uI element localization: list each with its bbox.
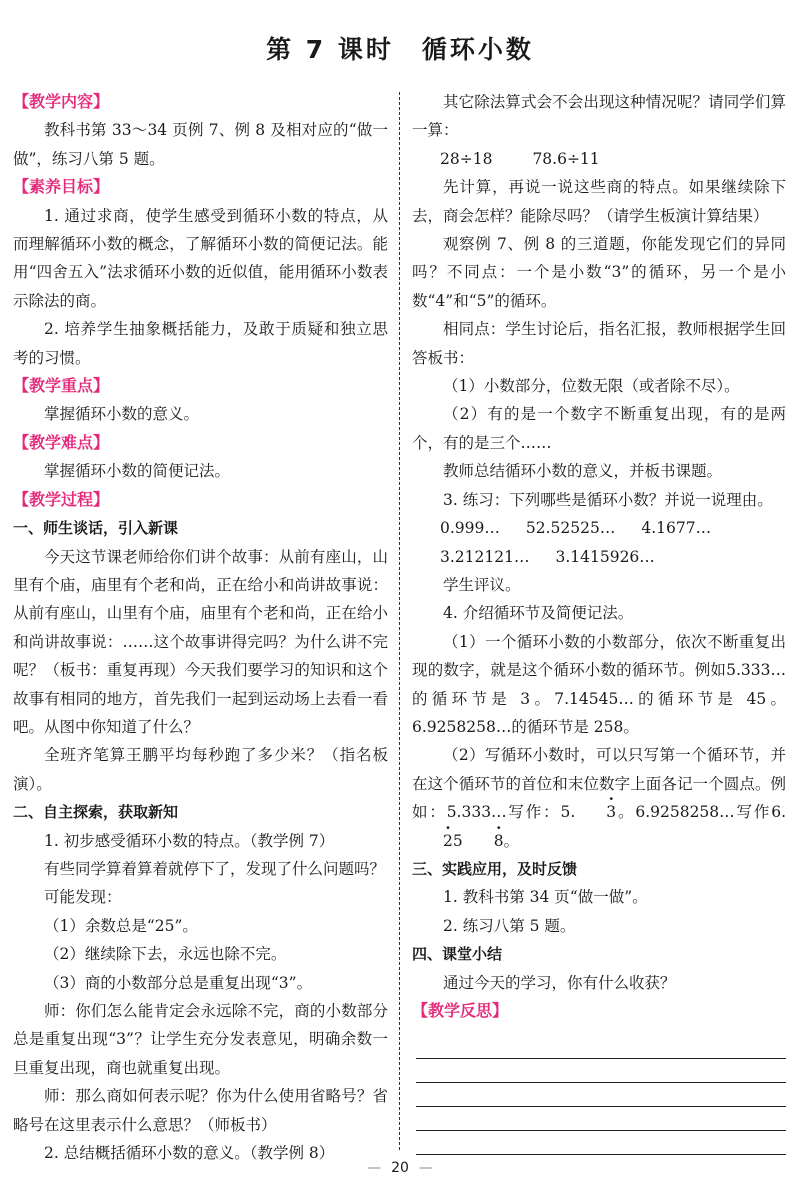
section-2-p4: （1）余数总是“25”。: [44, 916, 198, 935]
heading-key-point: 【教学重点】: [13, 376, 110, 396]
heading-difficulty: 【教学难点】: [13, 432, 110, 452]
right-p10: 4. 介绍循环节及简便记法。: [443, 604, 634, 623]
repeating-digit-2: · 2: [412, 827, 453, 855]
calc-a: 28÷18: [440, 149, 493, 168]
section-1-task: 全班齐笔算王鹏平均每秒跑了多少米？（指名板演）。: [13, 746, 388, 793]
section-2-p1: 1. 初步感受循环小数的特点。（教学例 7）: [44, 831, 335, 850]
reflection-line[interactable]: [416, 1131, 786, 1155]
section-4-title: 四、课堂小结: [412, 945, 503, 964]
repeating-digit-8: · 8: [463, 827, 504, 855]
right-p8: 3. 练习：下列哪些是循环小数？并说一说理由。: [443, 490, 773, 509]
goal-1: 1. 通过求商，使学生感受到循环小数的特点，从而理解循环小数的概念，了解循环小数的简便记法。能用“四舍五入”法求循环小数的近似值，能用循环小数表示除法的商。: [13, 206, 388, 310]
section-1-story: 今天这节课老师给你们讲个故事：从前有座山，山里有个庙，庙里有个老和尚，正在给小和尚讲故事说：从前有座山，山里有个庙，庙里有个老和尚，正在给小和尚讲故事说：……这个故事讲得完吗？为什么讲不完呢？（板书：重复再现）今天我们要学习的知识和这个故事有相同的地方，首先我们一起到运动场上去看一看吧。从图中你知道了什么？: [13, 547, 388, 736]
right-p12-end: 。: [503, 831, 520, 850]
right-p9: 学生评议。: [443, 575, 521, 594]
footer-dash-right: —: [418, 1160, 433, 1176]
section-2-p7: 师：你们怎么能肯定会永远除不完，商的小数部分总是重复出现“3”？让学生充分发表意见，明确余数一旦重复出现，商也就重复出现。: [13, 1002, 388, 1077]
right-p11: （1）一个循环小数的小数部分，依次不断重复出现的数字，就是这个循环小数的循环节。例如5.333…的循环节是 3。7.14545…的循环节是 45。6.9258258…的循环节是 258。: [412, 632, 786, 736]
right-p6: （2）有的是一个数字不断重复出现，有的是两个，有的是三个……: [412, 405, 786, 452]
repeating-digit-3: · 3: [575, 798, 616, 826]
right-p12-b: 。6.9258258…写作: [616, 803, 772, 822]
section-2-title: 二、自主探索，获取新知: [13, 803, 179, 822]
right-p12-c2: 5: [452, 831, 463, 850]
section-3-p1: 1. 教科书第 34 页“做一做”。: [443, 888, 648, 907]
right-p1: 其它除法算式会不会出现这种情况呢？请同学们算一算：: [412, 93, 786, 140]
right-column: [412, 88, 786, 1155]
section-1-title: 一、师生谈话，引入新课: [13, 519, 179, 538]
right-p4: 相同点：学生讨论后，指名汇报，教师根据学生回答板书：: [412, 320, 786, 367]
page-title: 第 7 课时 循环小数: [266, 35, 534, 64]
calc-b: 78.6÷11: [532, 149, 600, 168]
reflection-line[interactable]: [416, 1035, 786, 1059]
right-p5: （1）小数部分，位数无限（或者除不尽）。: [443, 377, 740, 396]
reflection-lines: [412, 1035, 786, 1155]
goal-2: 2. 培养学生抽象概括能力，及敢于质疑和独立思考的习惯。: [13, 320, 388, 367]
section-2-p8: 师：那么商如何表示呢？你为什么使用省略号？省略号在这里表示什么意思？（师板书）: [13, 1087, 388, 1134]
right-p2: 先计算，再说一说这些商的特点。如果继续除下去，商会怎样？能除尽吗？（请学生板演计算结果）: [412, 178, 786, 225]
section-2-p2: 有些同学算着算着就停下了，发现了什么问题吗？: [44, 859, 386, 878]
heading-process: 【教学过程】: [13, 489, 110, 509]
decimal-list-row-1: [412, 514, 786, 542]
right-p3: 观察例 7、例 8 的三道题，你能发现它们的异同吗？不同点：一个是小数“3”的循环，另一个是小数“4”和“5”的循环。: [412, 235, 786, 310]
decimal-1: 0.999…: [440, 519, 500, 538]
right-p7: 教师总结循环小数的意义，并板书课题。: [443, 462, 723, 481]
right-p12-c1: 6.: [771, 803, 786, 822]
difficulty-text: 掌握循环小数的简便记法。: [44, 462, 231, 481]
page-footer: [0, 1160, 800, 1176]
section-2-p3: 可能发现：: [44, 888, 122, 907]
decimal-4: 3.212121…: [440, 547, 530, 566]
reflection-line[interactable]: [416, 1107, 786, 1131]
section-3-title: 三、实践应用，及时反馈: [412, 859, 578, 878]
heading-goals: 【素养目标】: [13, 177, 110, 197]
heading-teaching-content: 【教学内容】: [13, 92, 110, 111]
heading-reflection: 【教学反思】: [412, 1001, 509, 1020]
column-divider: [399, 92, 400, 1150]
teaching-content-text: 教科书第 33～34 页例 7、例 8 及相对应的“做一做”，练习八第 5 题。: [13, 121, 388, 168]
reflection-line[interactable]: [416, 1083, 786, 1107]
key-point-text: 掌握循环小数的意义。: [44, 405, 200, 424]
section-4-p1: 通过今天的学习，你有什么收获？: [443, 973, 676, 992]
section-2-p5: （2）继续除下去，永远也除不完。: [44, 945, 287, 964]
right-p12-a: （2）写循环小数时，可以只写第一个循环节，并在这个循环节的首位和末位数字上面各记一个圆点。例如：5.333…写作：5.: [412, 746, 786, 822]
calc-row: [412, 145, 786, 173]
left-column: [13, 88, 388, 1167]
section-2-p6: （3）商的小数部分总是重复出现“3”。: [44, 973, 313, 992]
decimal-list-row-2: [412, 543, 786, 571]
decimal-3: 4.1677…: [641, 519, 712, 538]
section-2-p9: 2. 总结概括循环小数的意义。（教学例 8）: [44, 1144, 335, 1163]
right-p12: [412, 741, 786, 855]
decimal-2: 52.52525…: [525, 519, 616, 538]
section-3-p2: 2. 练习八第 5 题。: [443, 916, 576, 935]
footer-dash-left: —: [367, 1160, 382, 1176]
decimal-5: 3.1415926…: [555, 547, 655, 566]
reflection-line[interactable]: [416, 1059, 786, 1083]
page-number: 20: [391, 1160, 409, 1176]
